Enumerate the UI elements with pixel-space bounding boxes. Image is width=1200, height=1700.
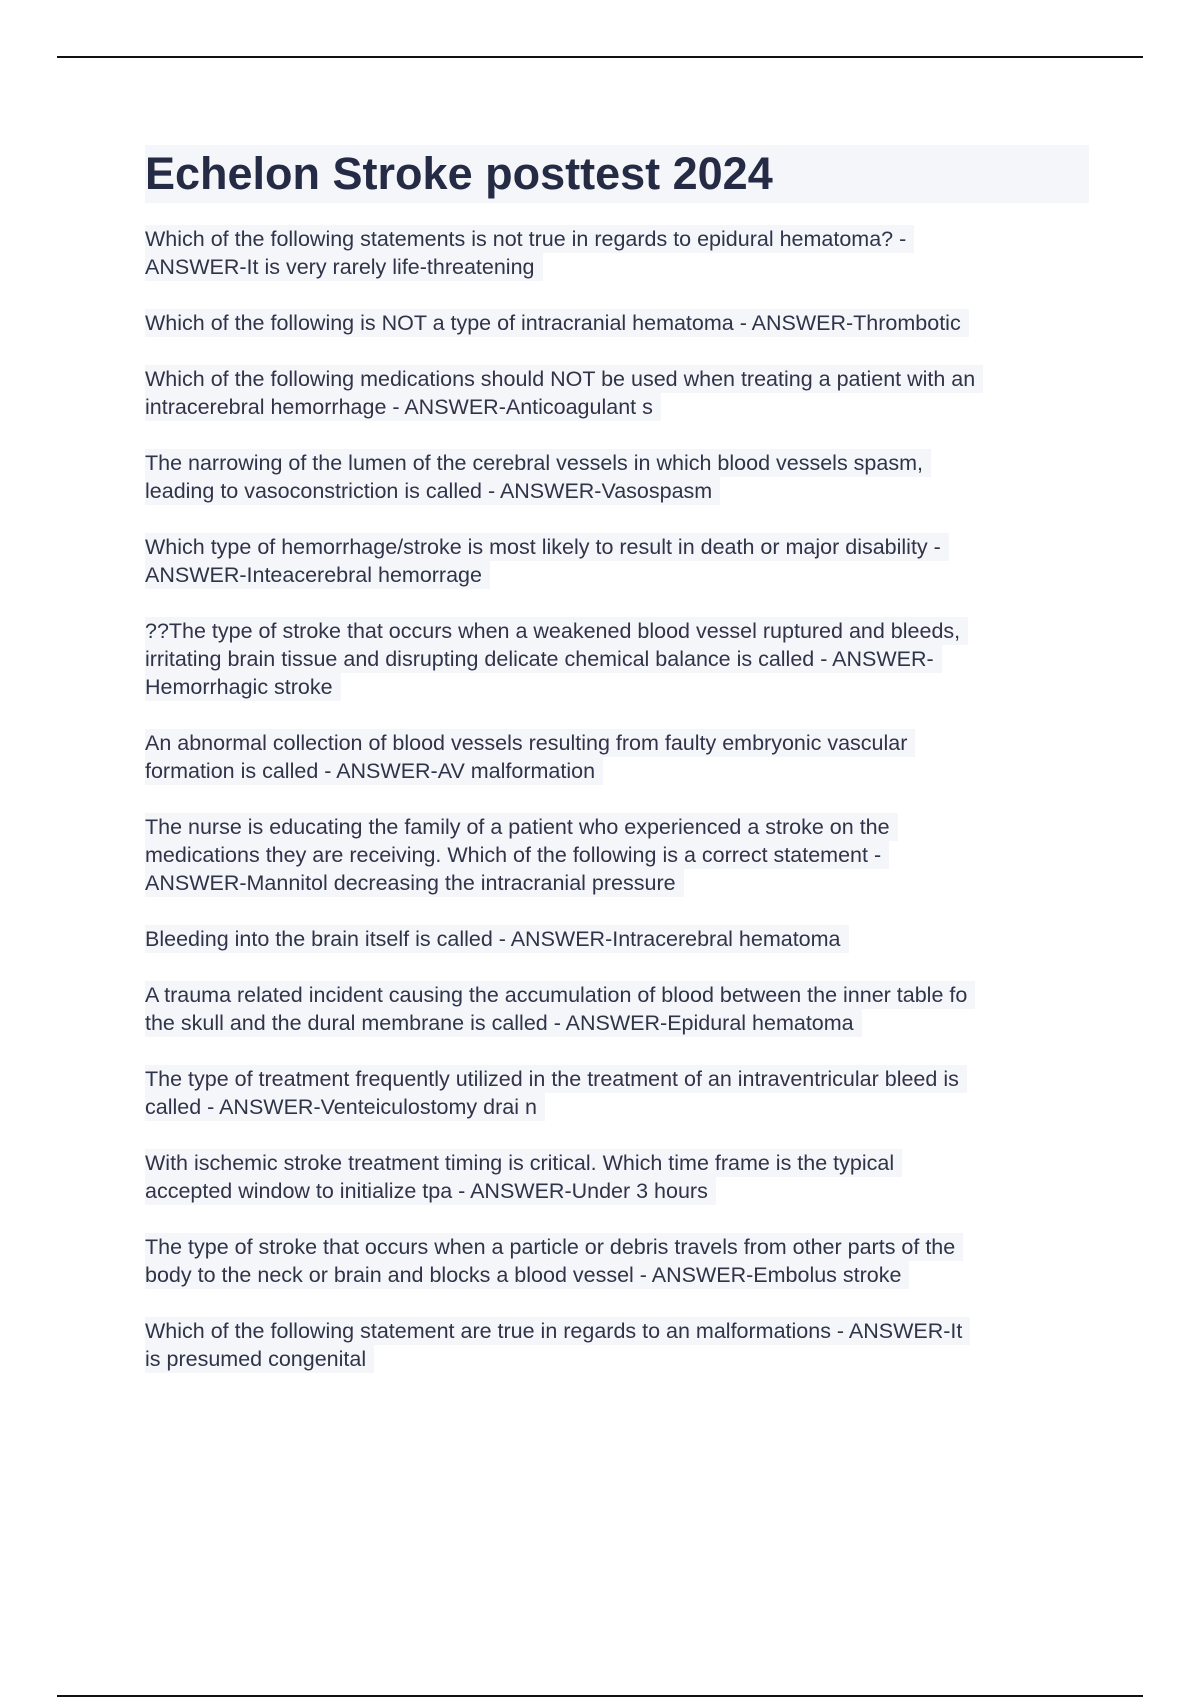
qa-line: ANSWER-Mannitol decreasing the intracranial pressure: [145, 869, 684, 897]
qa-item: [145, 1233, 1089, 1289]
qa-item: [145, 617, 1089, 701]
qa-item: [145, 925, 1089, 953]
qa-line: Which of the following is NOT a type of intracranial hematoma - ANSWER-Thrombotic: [145, 309, 969, 337]
qa-item: [145, 813, 1089, 897]
qa-line: With ischemic stroke treatment timing is critical. Which time frame is the typical: [145, 1149, 902, 1177]
bottom-divider: [57, 1695, 1143, 1697]
qa-item: [145, 365, 1089, 421]
qa-line: Which type of hemorrhage/stroke is most likely to result in death or major disability -: [145, 533, 949, 561]
qa-item: [145, 449, 1089, 505]
qa-line: Bleeding into the brain itself is called - ANSWER-Intracerebral hematoma: [145, 925, 849, 953]
qa-line: is presumed congenital: [145, 1345, 374, 1373]
qa-line: Which of the following statements is not true in regards to epidural hematoma? -: [145, 225, 914, 253]
qa-line: Hemorrhagic stroke: [145, 673, 341, 701]
qa-line: An abnormal collection of blood vessels resulting from faulty embryonic vascular: [145, 729, 915, 757]
qa-line: ??The type of stroke that occurs when a weakened blood vessel ruptured and bleeds,: [145, 617, 968, 645]
qa-item: [145, 981, 1089, 1037]
qa-line: formation is called - ANSWER-AV malformation: [145, 757, 603, 785]
qa-line: Which of the following statement are true in regards to an malformations - ANSWER-It: [145, 1317, 970, 1345]
qa-line: leading to vasoconstriction is called - ANSWER-Vasospasm: [145, 477, 720, 505]
qa-item: [145, 1065, 1089, 1121]
qa-line: The nurse is educating the family of a patient who experienced a stroke on the: [145, 813, 898, 841]
qa-line: accepted window to initialize tpa - ANSWER-Under 3 hours: [145, 1177, 716, 1205]
document-body: [145, 145, 1089, 1401]
qa-line: body to the neck or brain and blocks a blood vessel - ANSWER-Embolus stroke: [145, 1261, 909, 1289]
qa-line: intracerebral hemorrhage - ANSWER-Anticoagulant s: [145, 393, 661, 421]
qa-item: [145, 225, 1089, 281]
qa-item: [145, 533, 1089, 589]
qa-line: irritating brain tissue and disrupting delicate chemical balance is called - ANSWER-: [145, 645, 942, 673]
qa-line: The narrowing of the lumen of the cerebral vessels in which blood vessels spasm,: [145, 449, 931, 477]
qa-line: the skull and the dural membrane is called - ANSWER-Epidural hematoma: [145, 1009, 862, 1037]
qa-item: [145, 1149, 1089, 1205]
qa-line: The type of stroke that occurs when a particle or debris travels from other parts of the: [145, 1233, 963, 1261]
page-title: Echelon Stroke posttest 2024: [145, 145, 1089, 203]
qa-line: A trauma related incident causing the accumulation of blood between the inner table fo: [145, 981, 975, 1009]
qa-line: called - ANSWER-Venteiculostomy drai n: [145, 1093, 545, 1121]
qa-item: [145, 1317, 1089, 1373]
top-divider: [57, 56, 1143, 58]
qa-item: [145, 729, 1089, 785]
qa-item: [145, 309, 1089, 337]
qa-line: ANSWER-Inteacerebral hemorrage: [145, 561, 490, 589]
qa-line: The type of treatment frequently utilized in the treatment of an intraventricular bleed is: [145, 1065, 967, 1093]
qa-line: medications they are receiving. Which of the following is a correct statement -: [145, 841, 889, 869]
qa-line: ANSWER-It is very rarely life-threatening: [145, 253, 543, 281]
qa-list: [145, 225, 1089, 1373]
qa-line: Which of the following medications should NOT be used when treating a patient with an: [145, 365, 983, 393]
